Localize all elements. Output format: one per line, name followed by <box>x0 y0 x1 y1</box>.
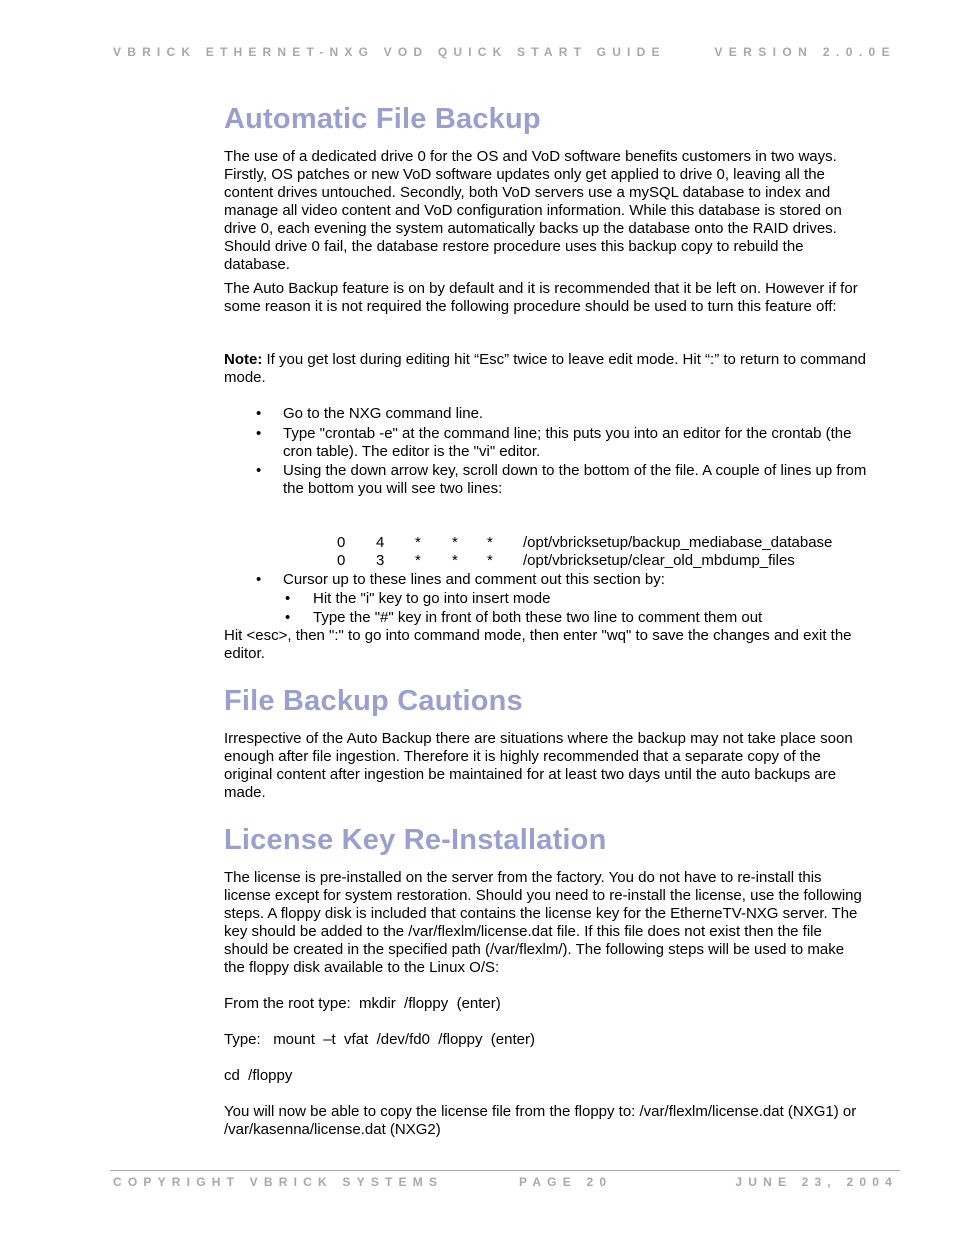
bullet-dot: • <box>256 405 262 422</box>
heading-automatic-file-backup: Automatic File Backup <box>224 103 541 135</box>
heading-license-key-reinstallation: License Key Re-Installation <box>224 824 607 856</box>
list-item: Type "crontab -e" at the command line; this puts you into an editor for the crontab (the cron table). The editor is the "vi" editor. <box>283 425 852 460</box>
bullet-dot: • <box>256 462 262 479</box>
footer-page-number: PAGE 20 <box>519 1175 613 1189</box>
cron-command: /opt/vbricksetup/backup_mediabase_database <box>523 534 833 551</box>
footer-date: JUNE 23, 2004 <box>735 1175 898 1189</box>
backup-paragraph-2: The Auto Backup feature is on by default and it is recommended that it be left on. However if for some reason it is not required the following procedure should be used to turn this feature off: <box>224 280 858 315</box>
cron-field: * <box>487 552 493 569</box>
note-text: If you get lost during editing hit “Esc” twice to leave edit mode. Hit “:” to return to command mode. <box>224 351 866 386</box>
sub-bullet-dot: • <box>285 590 291 607</box>
cron-field: * <box>452 552 458 569</box>
license-paragraph-1: The license is pre-installed on the server from the factory. You do not have to re-install this license except for system restoration. Should you need to re-install the license, use the following steps. A floppy disk is included that contains the license key for the EtherneTV-NXG server. The key should be added to the /var/flexlm/license.dat file. If this file does not exist then the file should be created in the specified path (/var/flexlm/). The following steps will be used to make the floppy disk available to the Linux O/S: <box>224 869 862 976</box>
footer-copyright: COPYRIGHT VBRICK SYSTEMS <box>113 1175 444 1189</box>
list-item: Go to the NXG command line. <box>283 405 484 422</box>
note-paragraph <box>224 351 869 387</box>
cron-hour: 4 <box>376 534 385 551</box>
cron-field: * <box>487 534 493 551</box>
license-step-mkdir: From the root type: mkdir /floppy (enter) <box>224 995 501 1012</box>
running-header-version: VERSION 2.0.0E <box>714 45 896 59</box>
cron-command: /opt/vbricksetup/clear_old_mbdump_files <box>523 552 795 569</box>
note-label: Note: <box>224 351 263 368</box>
cautions-paragraph: Irrespective of the Auto Backup there are situations where the backup may not take place soon enough after file ingestion. Therefore it is highly recommended that a separate copy of the original content after ingestion be maintained for at least two days until the auto backups are made. <box>224 730 853 801</box>
footer-divider <box>110 1170 900 1171</box>
backup-paragraph-1: The use of a dedicated drive 0 for the OS and VoD software benefits customers in two ways. Firstly, OS patches or new VoD software updates only get applied to drive 0, leaving all the content drives untouched. Secondly, both VoD servers use a mySQL database to index and manage all video content and VoD configuration information. While this database is stored on drive 0, each evening the system automatically backs up the database onto the RAID drives. Should drive 0 fail, the database restore procedure uses this backup copy to rebuild the database. <box>224 148 842 273</box>
sub-list-item: Hit the "i" key to go into insert mode <box>313 590 551 607</box>
cron-hour: 3 <box>376 552 385 569</box>
cron-field: * <box>415 534 421 551</box>
backup-paragraph-3: Hit <esc>, then ":" to go into command mode, then enter "wq" to save the changes and exit the editor. <box>224 627 852 662</box>
cron-field: * <box>415 552 421 569</box>
cron-minute: 0 <box>337 534 346 551</box>
heading-file-backup-cautions: File Backup Cautions <box>224 685 523 717</box>
bullet-dot: • <box>256 571 262 588</box>
sub-list-item: Type the "#" key in front of both these two line to comment them out <box>313 609 763 626</box>
list-item: Using the down arrow key, scroll down to the bottom of the file. A couple of lines up from the bottom you will see two lines: <box>283 462 867 497</box>
cron-field: * <box>452 534 458 551</box>
running-header-title: VBRICK ETHERNET-NXG VOD QUICK START GUIDE <box>113 45 666 59</box>
sub-bullet-dot: • <box>285 609 291 626</box>
list-item: Cursor up to these lines and comment out this section by: <box>283 571 665 588</box>
bullet-dot: • <box>256 425 262 442</box>
cron-minute: 0 <box>337 552 346 569</box>
license-step-cd: cd /floppy <box>224 1067 293 1084</box>
license-paragraph-2: You will now be able to copy the license file from the floppy to: /var/flexlm/license.dat (NXG1) or /var/kasenna/license.dat (NXG2) <box>224 1103 857 1138</box>
license-step-mount: Type: mount –t vfat /dev/fd0 /floppy (enter) <box>224 1031 535 1048</box>
